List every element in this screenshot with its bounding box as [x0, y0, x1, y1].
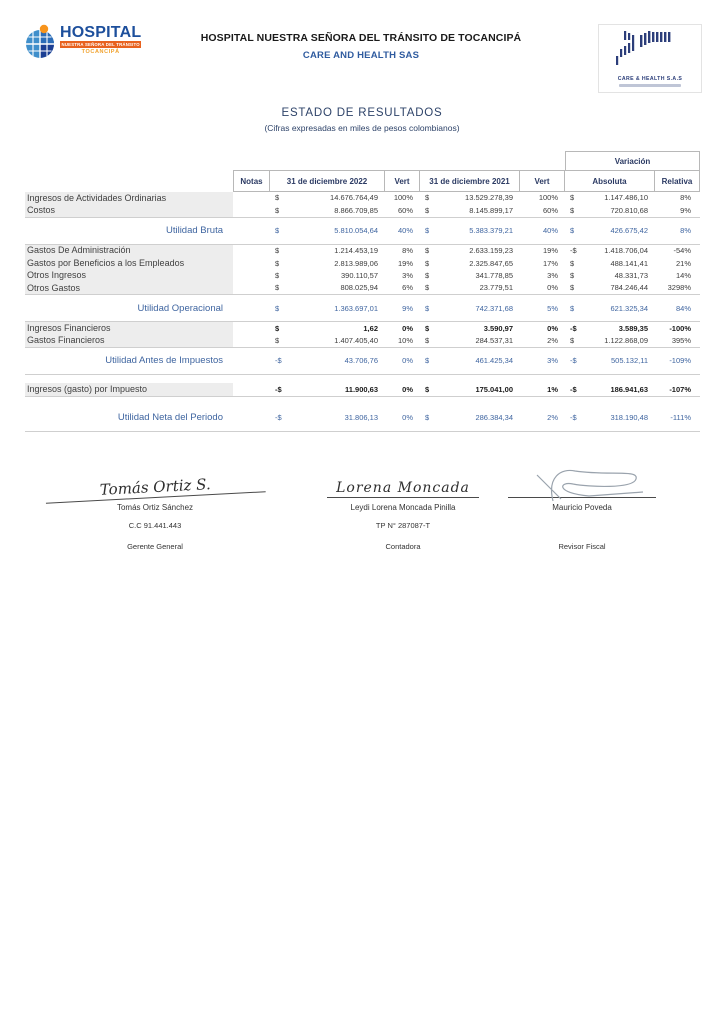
table-row — [25, 282, 700, 294]
percent-cell: 0% — [402, 324, 413, 333]
table-section — [25, 405, 700, 432]
hospital-logo-banner: NUESTRA SEÑORA DEL TRÁNSITO — [61, 42, 140, 47]
currency-sign: $ — [570, 284, 575, 292]
header-relativa: Relativa — [655, 170, 700, 192]
currency-sign: $ — [425, 357, 430, 365]
table-section — [25, 322, 700, 348]
amount-value: 1.407.405,40 — [334, 337, 378, 345]
money-cell — [270, 325, 385, 333]
amount-value: 488.141,41 — [610, 259, 648, 268]
currency-sign: $ — [425, 194, 430, 202]
percent-cell: 2% — [547, 337, 558, 345]
page-header — [0, 0, 724, 93]
currency-sign: -$ — [570, 385, 577, 394]
signature-id — [508, 521, 656, 530]
amount-value: 23.779,51 — [479, 284, 513, 292]
money-cell — [565, 305, 655, 313]
percent-cell: 0% — [402, 413, 413, 422]
currency-sign: $ — [425, 206, 430, 215]
currency-sign: $ — [570, 337, 575, 345]
amount-value: 1.214.453,19 — [334, 247, 378, 255]
currency-sign: $ — [275, 206, 280, 215]
percent-cell: -54% — [673, 247, 691, 255]
hospital-logo-title: HOSPITAL — [60, 24, 142, 41]
currency-sign: $ — [275, 247, 280, 255]
percent-cell: 100% — [393, 194, 413, 202]
table-row — [25, 348, 700, 374]
table-section — [25, 245, 700, 296]
table-row — [25, 335, 700, 347]
table-row — [25, 218, 700, 244]
document-subtitle: (Cifras expresadas en miles de pesos colombianos) — [264, 123, 460, 133]
currency-sign: $ — [275, 272, 280, 280]
signature-revisor — [508, 466, 656, 551]
money-cell — [420, 284, 520, 292]
amount-value: 5.383.379,21 — [469, 227, 513, 235]
percent-cell: 9% — [680, 206, 691, 215]
amount-value: 186.941,63 — [610, 385, 648, 394]
currency-sign: $ — [275, 194, 280, 202]
table-section — [25, 295, 700, 322]
table-section — [25, 383, 700, 396]
row-label: Ingresos (gasto) por Impuesto — [25, 383, 233, 395]
percent-cell: 0% — [402, 385, 413, 394]
row-label: Utilidad Antes de Impuestos — [105, 356, 223, 366]
header-notas: Notas — [233, 170, 270, 192]
amount-value: 426.675,42 — [610, 227, 648, 235]
table-section — [25, 192, 700, 218]
signature-gerente — [45, 466, 265, 551]
amount-value: 1.122.868,09 — [604, 337, 648, 345]
money-cell — [270, 194, 385, 202]
header-absoluta: Absoluta — [565, 170, 655, 192]
money-cell — [565, 325, 655, 333]
currency-sign: -$ — [570, 247, 577, 255]
row-label: Otros Gastos — [25, 282, 233, 294]
table-body — [25, 192, 700, 432]
money-cell — [270, 260, 385, 268]
amount-value: 720.810,68 — [610, 206, 648, 215]
percent-cell: -107% — [669, 385, 691, 394]
amount-value: 461.425,34 — [475, 357, 513, 365]
document-title-block — [0, 107, 724, 133]
percent-cell: 3% — [547, 272, 558, 280]
currency-sign: -$ — [275, 357, 282, 365]
percent-cell: 0% — [547, 284, 558, 292]
money-cell — [270, 386, 385, 394]
money-cell — [565, 284, 655, 292]
amount-value: 390.110,57 — [341, 272, 378, 280]
currency-sign: $ — [275, 259, 280, 268]
percent-cell: 60% — [542, 206, 558, 215]
percent-cell: 10% — [397, 337, 413, 345]
currency-sign: $ — [570, 194, 575, 202]
amount-value: 1,62 — [363, 324, 378, 333]
row-label: Otros Ingresos — [25, 270, 233, 282]
money-cell — [270, 272, 385, 280]
amount-value: 3.590,97 — [483, 324, 513, 333]
percent-cell: 60% — [397, 206, 413, 215]
currency-sign: $ — [275, 227, 280, 235]
currency-sign: $ — [425, 284, 430, 292]
currency-sign: -$ — [570, 357, 577, 365]
hospital-logo-city: TOCANCIPÁ — [81, 49, 120, 55]
currency-sign: $ — [425, 304, 430, 313]
percent-cell: 40% — [542, 227, 558, 235]
money-cell — [420, 247, 520, 255]
table-row — [25, 295, 700, 321]
percent-cell: 21% — [675, 259, 691, 268]
money-cell — [270, 284, 385, 292]
currency-sign: -$ — [275, 385, 282, 394]
amount-value: 808.025,94 — [340, 284, 378, 292]
currency-sign: $ — [425, 324, 430, 333]
percent-cell: 84% — [675, 304, 691, 313]
amount-value: 742.371,68 — [475, 304, 513, 313]
money-cell — [420, 386, 520, 394]
currency-sign: -$ — [570, 413, 577, 422]
amount-value: 31.806,13 — [344, 413, 378, 422]
care-health-logo — [598, 24, 702, 93]
care-health-bars-icon — [606, 56, 694, 73]
money-cell — [270, 207, 385, 215]
amount-value: 8.145.899,17 — [469, 206, 513, 215]
percent-cell: 2% — [547, 413, 558, 422]
money-cell — [420, 272, 520, 280]
row-label: Gastos por Beneficios a los Empleados — [25, 257, 233, 269]
money-cell — [565, 260, 655, 268]
amount-value: 341.778,85 — [475, 272, 513, 280]
hospital-logo — [24, 24, 142, 65]
table-section — [25, 218, 700, 245]
money-cell — [270, 357, 385, 365]
money-cell — [420, 414, 520, 422]
income-statement-table — [25, 151, 700, 432]
row-label: Costos — [25, 204, 233, 216]
table-row — [25, 257, 700, 269]
money-cell — [270, 247, 385, 255]
header-vert-1: Vert — [385, 170, 420, 192]
amount-value: 2.633.159,23 — [469, 247, 513, 255]
percent-cell: 8% — [680, 227, 691, 235]
currency-sign: $ — [275, 304, 280, 313]
signature-script-contadora: Lorena Moncada — [327, 466, 479, 498]
money-cell — [565, 357, 655, 365]
percent-cell: 3% — [547, 357, 558, 365]
table-section — [25, 348, 700, 375]
signature-role: Revisor Fiscal — [558, 541, 606, 551]
signature-role: Contadora — [385, 541, 421, 551]
money-cell — [565, 272, 655, 280]
column-header-row — [25, 170, 700, 192]
money-cell — [420, 305, 520, 313]
amount-value: 621.325,34 — [610, 304, 648, 313]
percent-cell: 100% — [538, 194, 558, 202]
currency-sign: $ — [275, 324, 280, 333]
signature-id: C.C 91.441.443 — [128, 520, 182, 530]
percent-cell: 0% — [402, 357, 413, 365]
amount-value: 8.866.709,85 — [334, 206, 378, 215]
org-title-block — [124, 24, 598, 61]
care-health-caption: CARE & HEALTH S.A.S — [617, 76, 683, 82]
document-title: ESTADO DE RESULTADOS — [281, 107, 443, 119]
money-cell — [565, 227, 655, 235]
signature-name: Mauricio Poveda — [552, 502, 612, 512]
amount-value: 318.190,48 — [610, 413, 648, 422]
currency-sign: $ — [425, 385, 430, 394]
money-cell — [270, 337, 385, 345]
amount-value: 43.706,76 — [344, 357, 378, 365]
signature-scribble-icon — [508, 466, 656, 498]
currency-sign: $ — [425, 413, 430, 422]
currency-sign: $ — [570, 227, 575, 235]
percent-cell: 17% — [542, 259, 558, 268]
amount-value: 11.900,63 — [345, 385, 378, 394]
currency-sign: $ — [570, 259, 575, 268]
percent-cell: 3298% — [667, 284, 691, 292]
money-cell — [270, 414, 385, 422]
signatures-block — [0, 466, 724, 576]
variation-header-row — [25, 151, 700, 170]
percent-cell: -109% — [669, 357, 691, 365]
percent-cell: 1% — [547, 385, 558, 394]
amount-value: 1.418.706,04 — [604, 247, 648, 255]
table-row — [25, 383, 700, 395]
table-row — [25, 405, 700, 431]
money-cell — [420, 325, 520, 333]
percent-cell: 19% — [542, 247, 558, 255]
money-cell — [420, 207, 520, 215]
org-name: HOSPITAL NUESTRA SEÑORA DEL TRÁNSITO DE TOCANCIPÁ — [200, 32, 522, 44]
currency-sign: $ — [570, 272, 575, 280]
currency-sign: -$ — [570, 324, 577, 333]
currency-sign: $ — [570, 206, 575, 215]
table-row — [25, 192, 700, 204]
currency-sign: $ — [275, 284, 280, 292]
percent-cell: 5% — [547, 304, 558, 313]
amount-value: 286.384,34 — [475, 413, 513, 422]
amount-value: 5.810.054,64 — [334, 227, 378, 235]
row-label: Gastos Financieros — [25, 335, 233, 347]
variation-header: Variación — [565, 151, 700, 170]
amount-value: 284.537,31 — [475, 337, 513, 345]
money-cell — [420, 260, 520, 268]
percent-cell: 3% — [402, 272, 413, 280]
signature-name: Tomás Ortiz Sánchez — [116, 502, 194, 512]
org-subname: CARE AND HEALTH SAS — [302, 50, 420, 61]
money-cell — [565, 194, 655, 202]
money-cell — [565, 414, 655, 422]
currency-sign: $ — [425, 272, 430, 280]
table-row — [25, 245, 700, 257]
amount-value: 14.676.764,49 — [330, 194, 378, 202]
row-label: Utilidad Neta del Periodo — [117, 412, 223, 423]
currency-sign: $ — [425, 259, 430, 268]
row-label: Utilidad Operacional — [137, 303, 223, 314]
table-row — [25, 322, 700, 334]
percent-cell: 8% — [402, 247, 413, 255]
row-label: Ingresos Financieros — [25, 322, 233, 334]
table-row — [25, 204, 700, 216]
signature-name: Leydi Lorena Moncada Pinilla — [350, 502, 456, 512]
amount-value: 784.246,44 — [610, 284, 648, 292]
percent-cell: -100% — [669, 324, 691, 333]
amount-value: 505.132,11 — [611, 357, 648, 365]
currency-sign: $ — [425, 337, 430, 345]
money-cell — [565, 207, 655, 215]
amount-value: 48.331,73 — [614, 272, 648, 280]
signature-contadora — [327, 466, 479, 551]
percent-cell: 6% — [402, 284, 413, 292]
signature-script-gerente: Tomás Ortiz S. — [44, 460, 265, 503]
percent-cell: -111% — [670, 413, 691, 422]
money-cell — [565, 247, 655, 255]
percent-cell: 395% — [671, 337, 691, 345]
signature-id: TP N° 287087-T — [375, 520, 431, 530]
currency-sign: $ — [275, 337, 280, 345]
money-cell — [420, 337, 520, 345]
amount-value: 13.529.278,39 — [465, 194, 513, 202]
money-cell — [565, 337, 655, 345]
amount-value: 3.589,35 — [618, 324, 648, 333]
amount-value: 175.041,00 — [475, 385, 513, 394]
currency-sign: $ — [570, 304, 575, 313]
row-label: Utilidad Bruta — [165, 226, 223, 236]
header-2022: 31 de diciembre 2022 — [270, 170, 385, 192]
percent-cell: 19% — [397, 259, 413, 268]
amount-value: 1.147.486,10 — [604, 194, 648, 202]
money-cell — [420, 227, 520, 235]
amount-value: 2.813.989,06 — [334, 259, 378, 268]
currency-sign: $ — [425, 247, 430, 255]
row-label: Gastos De Administración — [25, 245, 233, 257]
percent-cell: 9% — [402, 304, 413, 313]
money-cell — [565, 386, 655, 394]
currency-sign: $ — [425, 227, 430, 235]
money-cell — [420, 194, 520, 202]
signature-role: Gerente General — [127, 541, 183, 551]
table-row — [25, 270, 700, 282]
money-cell — [420, 357, 520, 365]
row-label: Ingresos de Actividades Ordinarias — [25, 192, 233, 204]
header-2021: 31 de diciembre 2021 — [420, 170, 520, 192]
amount-value: 1.363.697,01 — [334, 304, 378, 313]
care-health-tagline-strip — [619, 84, 681, 87]
currency-sign: -$ — [275, 413, 282, 422]
money-cell — [270, 227, 385, 235]
amount-value: 2.325.847,65 — [469, 259, 513, 268]
percent-cell: 0% — [547, 324, 558, 333]
percent-cell: 14% — [675, 272, 691, 280]
money-cell — [270, 305, 385, 313]
hospital-globe-icon — [24, 24, 58, 65]
header-vert-2: Vert — [520, 170, 565, 192]
percent-cell: 8% — [680, 194, 691, 202]
percent-cell: 40% — [397, 227, 413, 235]
